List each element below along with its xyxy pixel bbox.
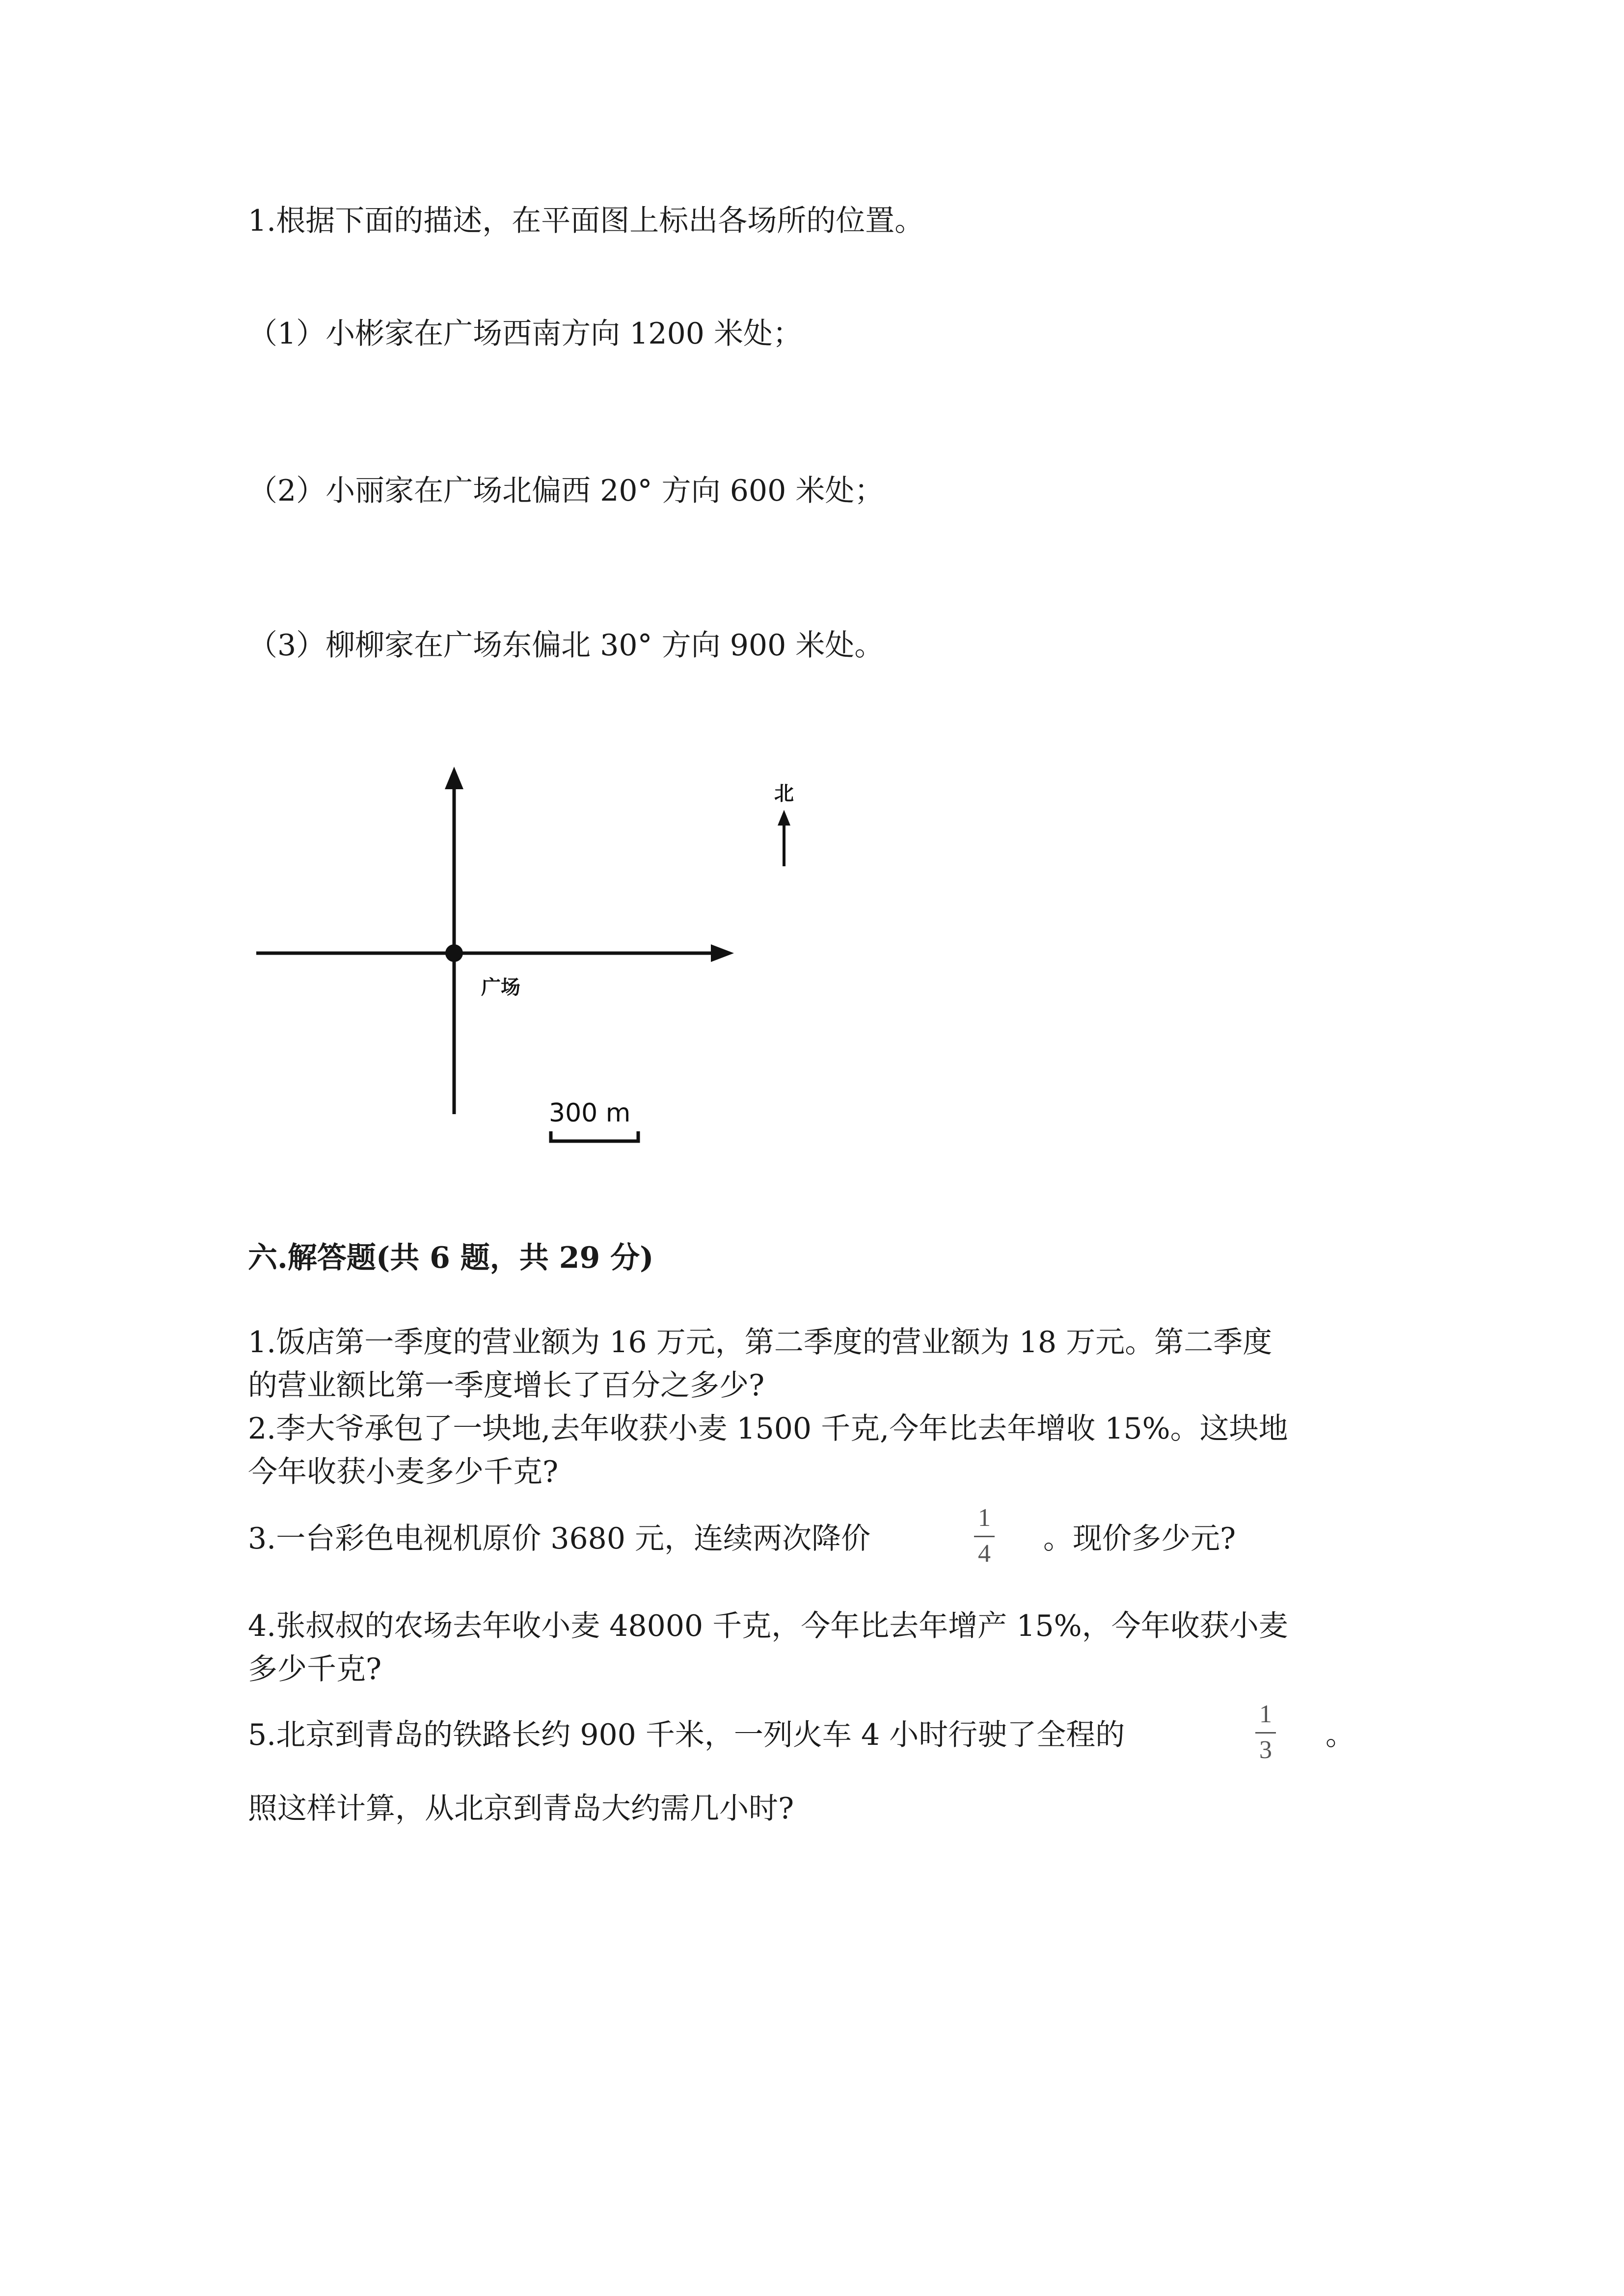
q1-item-1: （1）小彬家在广场西南方向 1200 米处； [248, 317, 803, 351]
problem-4-line-1: 4.张叔叔的农场去年收小麦 48000 千克，今年比去年增产 15%，今年收获小麦 [248, 1609, 1288, 1643]
q1-item-2: （2）小丽家在广场北偏西 20° 方向 600 米处； [248, 474, 884, 508]
problem-5-text: 5.北京到青岛的铁路长约 900 千米，一列火车 4 小时行驶了全程的 [248, 1718, 1125, 1752]
problem-2-line-1: 2.李大爷承包了一块地,去年收获小麦 1500 千克,今年比去年增收 15%。这块地 [248, 1412, 1288, 1446]
square-center-dot [445, 944, 463, 962]
q1-item-3: （3）柳柳家在广场东偏北 30° 方向 900 米处。 [248, 628, 884, 663]
scale-bar [551, 1131, 638, 1141]
problem-5-text-after: 。 [1326, 1718, 1355, 1752]
fraction-bar [974, 1536, 995, 1537]
north-arrowhead [778, 810, 790, 826]
problem-3-text-after: 。现价多少元? [1043, 1522, 1236, 1556]
problem-4-line-2: 多少千克? [248, 1652, 382, 1686]
fraction-numerator: 1 [1259, 1700, 1272, 1728]
problem-3-fraction [972, 1504, 997, 1568]
problem-2-line-2: 今年收获小麦多少千克? [248, 1455, 559, 1489]
problem-5-line-2: 照这样计算，从北京到青岛大约需几小时? [248, 1791, 794, 1826]
fraction-numerator: 1 [978, 1504, 991, 1532]
scale-label: 300 m [549, 1098, 631, 1128]
q1-title: 1.根据下面的描述，在平面图上标出各场所的位置。 [248, 204, 924, 238]
horizontal-arrowhead [711, 944, 734, 962]
problem-5-fraction [1253, 1701, 1278, 1764]
fraction-bar [1255, 1732, 1276, 1734]
section-heading: 六.解答题(共 6 题，共 29 分) [248, 1241, 654, 1275]
fraction-denominator: 4 [978, 1540, 991, 1568]
vertical-arrowhead [445, 767, 463, 789]
problem-1-line-1: 1.饭店第一季度的营业额为 16 万元，第二季度的营业额为 18 万元。第二季度 [248, 1325, 1272, 1360]
problem-1-line-2: 的营业额比第一季度增长了百分之多少? [248, 1368, 765, 1403]
problem-3-text: 3.一台彩色电视机原价 3680 元，连续两次降价 [248, 1522, 871, 1556]
north-label: 北 [774, 782, 794, 805]
fraction-denominator: 3 [1259, 1736, 1272, 1764]
square-label: 广场 [481, 976, 520, 999]
